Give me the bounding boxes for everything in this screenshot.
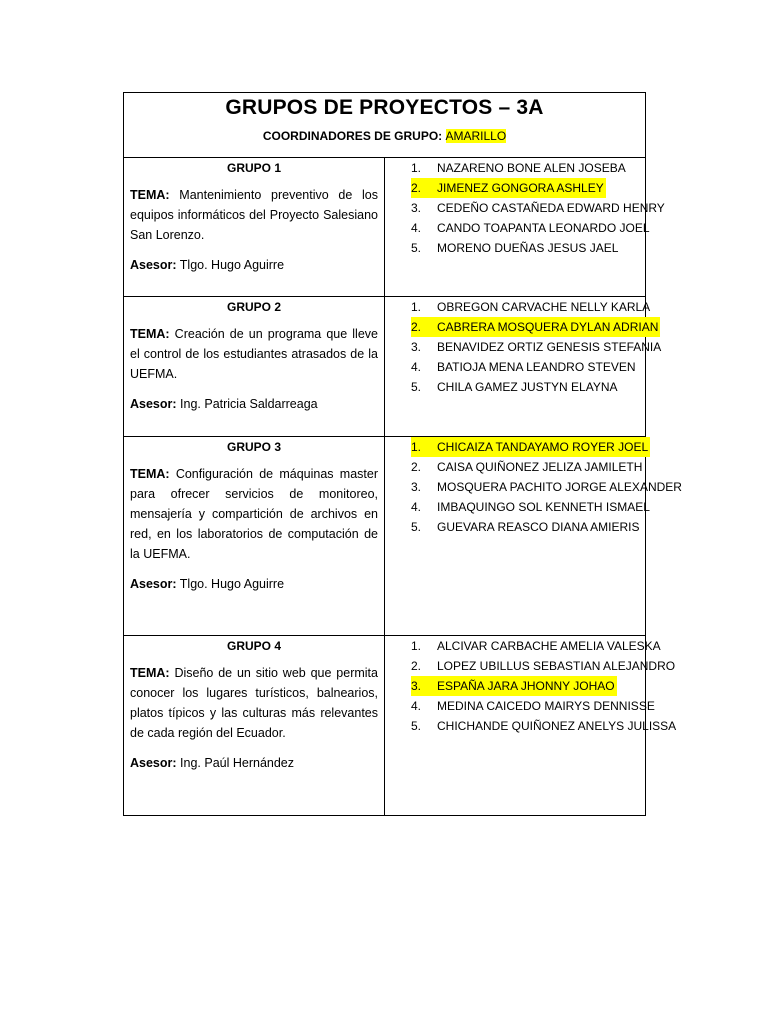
header-cell bbox=[124, 93, 646, 158]
member-number: 4. bbox=[411, 699, 422, 713]
member-number: 2. bbox=[411, 181, 422, 195]
group-members-cell bbox=[385, 636, 677, 816]
member-number: 5. bbox=[411, 719, 422, 733]
member-number: 4. bbox=[411, 500, 422, 514]
group-info-cell bbox=[124, 158, 385, 297]
advisor-label: Asesor: bbox=[130, 397, 177, 411]
list-item bbox=[413, 377, 645, 397]
highlight-mark bbox=[411, 178, 606, 198]
list-item bbox=[411, 497, 650, 517]
advisor-label: Asesor: bbox=[130, 577, 177, 591]
group-members-cell bbox=[385, 437, 682, 636]
member-name: CHICAIZA TANDAYAMO ROYER JOEL bbox=[437, 440, 649, 454]
advisor-name: Tlgo. Hugo Aguirre bbox=[179, 258, 285, 272]
highlight-mark bbox=[411, 437, 650, 457]
group-members-cell bbox=[385, 158, 665, 297]
group-title: GRUPO 1 bbox=[226, 161, 281, 175]
member-name: ALCIVAR CARBACHE AMELIA VALESKA bbox=[437, 639, 661, 653]
list-item bbox=[413, 357, 645, 377]
member-number: 4. bbox=[411, 360, 422, 374]
list-item bbox=[413, 457, 645, 477]
group-advisor bbox=[130, 255, 378, 275]
list-item bbox=[411, 218, 650, 238]
member-list bbox=[385, 158, 665, 258]
topic-text: Diseño de un sitio web que permita conocer los lugares turísticos, balnearios, platos típicos y las culturas más relevantes de cada región del Ecuador. bbox=[130, 666, 378, 740]
topic-text: Mantenimiento preventivo de los equipos informáticos del Proyecto Salesiano San Lorenzo. bbox=[130, 188, 378, 242]
topic-text: Configuración de máquinas master para ofrecer servicios de monitoreo, mensajería y compartición de archivos en red, en los laboratorios de computación de la UEFMA. bbox=[130, 467, 378, 561]
group-topic bbox=[130, 464, 378, 564]
member-number: 2. bbox=[411, 659, 422, 673]
group-info-cell bbox=[124, 297, 385, 437]
highlight-mark bbox=[411, 676, 617, 696]
list-item bbox=[413, 517, 645, 537]
highlight-mark bbox=[411, 317, 660, 337]
member-name: JIMENEZ GONGORA ASHLEY bbox=[437, 181, 604, 195]
member-name: LOPEZ UBILLUS SEBASTIAN ALEJANDRO bbox=[437, 659, 676, 673]
group-advisor bbox=[130, 753, 378, 773]
topic-label: TEMA: bbox=[130, 666, 170, 680]
member-name: BENAVIDEZ ORTIZ GENESIS STEFANIA bbox=[437, 340, 662, 354]
coordinators-line bbox=[124, 129, 645, 143]
list-item bbox=[411, 337, 662, 357]
group-info-cell bbox=[124, 636, 385, 816]
page-title: GRUPOS DE PROYECTOS – 3A bbox=[225, 96, 544, 119]
group-info-cell bbox=[124, 437, 385, 636]
member-name: CEDEÑO CASTAÑEDA EDWARD HENRY bbox=[437, 201, 665, 215]
member-number: 1. bbox=[411, 161, 422, 175]
group-title: GRUPO 3 bbox=[226, 440, 281, 454]
list-item bbox=[411, 317, 659, 337]
list-item bbox=[411, 636, 661, 656]
member-number: 5. bbox=[411, 520, 422, 534]
group-title: GRUPO 2 bbox=[226, 300, 281, 314]
advisor-name: Ing. Patricia Saldarreaga bbox=[180, 397, 318, 411]
member-name: IMBAQUINGO SOL KENNETH ISMAEL bbox=[437, 500, 650, 514]
group-title: GRUPO 4 bbox=[226, 639, 281, 653]
group-topic bbox=[130, 324, 378, 384]
member-name: CABRERA MOSQUERA DYLAN ADRIAN bbox=[437, 320, 659, 334]
member-number: 2. bbox=[411, 320, 422, 334]
member-list bbox=[385, 636, 677, 736]
member-number: 1. bbox=[411, 300, 422, 314]
member-number: 3. bbox=[411, 679, 422, 693]
list-item bbox=[411, 477, 682, 497]
member-name: CHICHANDE QUIÑONEZ ANELYS JULISSA bbox=[437, 719, 677, 733]
member-list bbox=[385, 297, 662, 397]
list-item bbox=[411, 716, 677, 736]
group-row-2 bbox=[124, 297, 646, 437]
coordinators-value: AMARILLO bbox=[445, 129, 507, 143]
member-name: MEDINA CAICEDO MAIRYS DENNISSE bbox=[437, 699, 655, 713]
topic-label: TEMA: bbox=[130, 467, 170, 481]
group-row-3 bbox=[124, 437, 646, 636]
member-number: 5. bbox=[411, 380, 422, 394]
advisor-label: Asesor: bbox=[130, 756, 177, 770]
header-row bbox=[124, 93, 646, 158]
coordinators-label: COORDINADORES DE GRUPO: bbox=[262, 129, 443, 143]
group-row-1 bbox=[124, 158, 646, 297]
member-number: 2. bbox=[411, 460, 422, 474]
list-item bbox=[413, 178, 645, 198]
member-name: MOSQUERA PACHITO JORGE ALEXANDER bbox=[437, 480, 682, 494]
group-row-4 bbox=[124, 636, 646, 816]
member-number: 4. bbox=[411, 221, 422, 235]
topic-label: TEMA: bbox=[130, 188, 170, 202]
group-topic bbox=[130, 185, 378, 245]
list-item bbox=[413, 238, 645, 258]
member-number: 3. bbox=[411, 480, 422, 494]
list-item bbox=[411, 297, 651, 317]
advisor-name: Tlgo. Hugo Aguirre bbox=[179, 577, 285, 591]
list-item bbox=[413, 158, 645, 178]
member-name: CAISA QUIÑONEZ JELIZA JAMILETH bbox=[437, 460, 643, 474]
list-item bbox=[411, 656, 676, 676]
member-name: MORENO DUEÑAS JESUS JAEL bbox=[437, 241, 619, 255]
group-advisor bbox=[130, 394, 378, 414]
member-number: 1. bbox=[411, 440, 422, 454]
list-item bbox=[411, 198, 665, 218]
member-name: GUEVARA REASCO DIANA AMIERIS bbox=[437, 520, 640, 534]
projects-table bbox=[123, 92, 682, 816]
group-members-cell bbox=[385, 297, 662, 437]
list-item bbox=[411, 437, 649, 457]
group-advisor bbox=[130, 574, 378, 594]
member-name: CHILA GAMEZ JUSTYN ELAYNA bbox=[437, 380, 618, 394]
member-name: BATIOJA MENA LEANDRO STEVEN bbox=[437, 360, 636, 374]
member-number: 3. bbox=[411, 340, 422, 354]
member-list bbox=[385, 437, 682, 537]
advisor-name: Ing. Paúl Hernández bbox=[180, 756, 294, 770]
list-item bbox=[413, 676, 645, 696]
member-number: 3. bbox=[411, 201, 422, 215]
list-item bbox=[411, 696, 655, 716]
topic-text: Creación de un programa que lleve el control de los estudiantes atrasados de la UEFMA. bbox=[130, 327, 378, 381]
member-name: OBREGON CARVACHE NELLY KARLA bbox=[437, 300, 651, 314]
advisor-label: Asesor: bbox=[130, 258, 177, 272]
member-number: 1. bbox=[411, 639, 422, 653]
member-name: CANDO TOAPANTA LEONARDO JOEL bbox=[437, 221, 650, 235]
group-topic bbox=[130, 663, 378, 743]
topic-label: TEMA: bbox=[130, 327, 170, 341]
member-name: ESPAÑA JARA JHONNY JOHAO bbox=[437, 679, 615, 693]
member-number: 5. bbox=[411, 241, 422, 255]
member-name: NAZARENO BONE ALEN JOSEBA bbox=[437, 161, 626, 175]
